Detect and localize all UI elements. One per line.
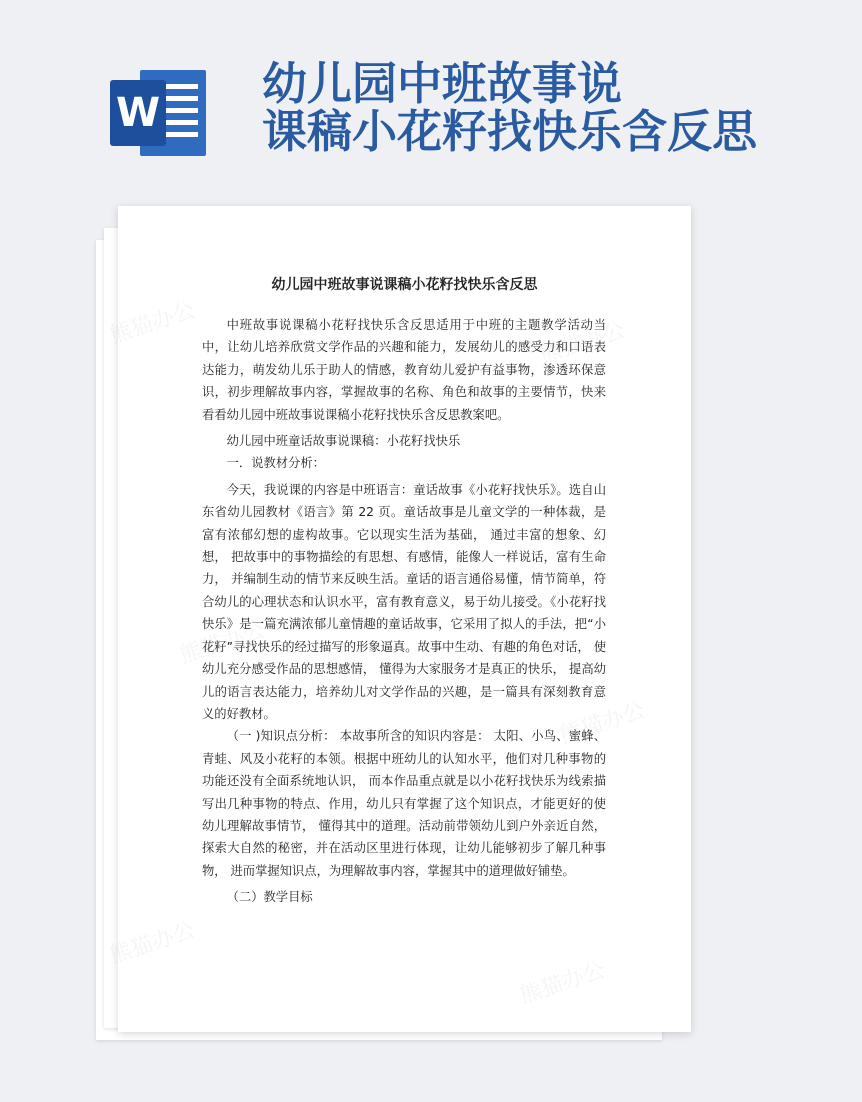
paragraph-body: （一 )知识点分析： 本故事所含的知识内容是： 太阳、小鸟、蜜蜂、 青蛙、风及小花籽的本领。根据中班幼儿的认知水平，他们对几种事物的功能还没有全面系统地认识， 而本作品重点就是以小花籽找快乐为线索描写出几种事物的特点、作用，幼儿只有掌握了这个知识点，才能更好的使幼儿理解故事情节， 懂得其中的道理。活动前带领幼儿到户外亲近自然，探索大自然的秘密，并在活动区里进行体现，让幼儿能够初步了解几种事物， 进而掌握知识点，为理解故事内容，掌握其中的道理做好铺垫。 (202, 729, 606, 878)
word-doc-icon (110, 70, 206, 156)
cover-header (0, 0, 780, 200)
watermark: 熊猫办公 (176, 617, 269, 669)
watermark: 熊猫办公 (106, 297, 199, 349)
document-title: 幼儿园中班故事说课稿小花籽找快乐含反思 (271, 277, 538, 293)
watermark: 熊猫办公 (556, 697, 649, 749)
cover-title-line1: 幼儿园中班故事说 (262, 57, 623, 110)
document-body (202, 314, 606, 909)
cover-title-line2: 课稿小花籽找快乐含反思 (262, 105, 758, 158)
paragraph-section: 一．说教材分析： (226, 456, 325, 471)
cover-title (262, 57, 862, 158)
paragraph-heading: 幼儿园中班童话故事说课稿：小花籽找快乐 (226, 434, 461, 449)
paragraph-intro: 中班故事说课稿小花籽找快乐含反思适用于中班的主题教学活动当中，让幼儿培养欣赏文学作品的兴趣和能力，发展幼儿的感受力和口语表达能力，萌发幼儿乐于助人的情感，教育幼儿爱护有益事物，渗透环保意识，初步理解故事内容，掌握故事的名称、角色和故事的主要情节，快来看看幼儿园中班故事说课稿小花籽找快乐含反思教案吧。 (202, 318, 606, 422)
paragraph-body: 今天，我说课的内容是中班语言：童话故事《小花籽找快乐》。选自山东省幼儿园教材《语言》第 22 页。童话故事是儿童文学的一种体裁，是富有浓郁幻想的虚构故事。它以现实生活为基础， 通过丰富的想象、幻想， 把故事中的事物描绘的有思想、有感情，能像人一样说话，富有生命力， 并编制生动的情节来反映生活。童话的语言通俗易懂，情节简单，符合幼儿的心理状态和认识水平，富有教育意义，易于幼儿接受。《小花籽找快乐》是一篇充满浓郁儿童情趣的童话故事，它采用了拟人的手法，把“小花籽”寻找快乐的经过描写的形象逼真。故事中生动、有趣的角色对话， 使幼儿充分感受作品的思想感情， 懂得为大家服务才是真正的快乐， 提高幼儿的语言表达能力，培养幼儿对文学作品的兴趣，是一篇具有深刻教育意义的好教材。 (202, 482, 606, 721)
watermark: 熊猫办公 (536, 317, 629, 369)
word-w-badge: W (110, 80, 166, 146)
watermark: 熊猫办公 (516, 957, 609, 1009)
watermark: 熊猫办公 (106, 917, 199, 969)
paragraph-section: （二）教学目标 (226, 890, 313, 905)
document-page (106, 206, 691, 1032)
